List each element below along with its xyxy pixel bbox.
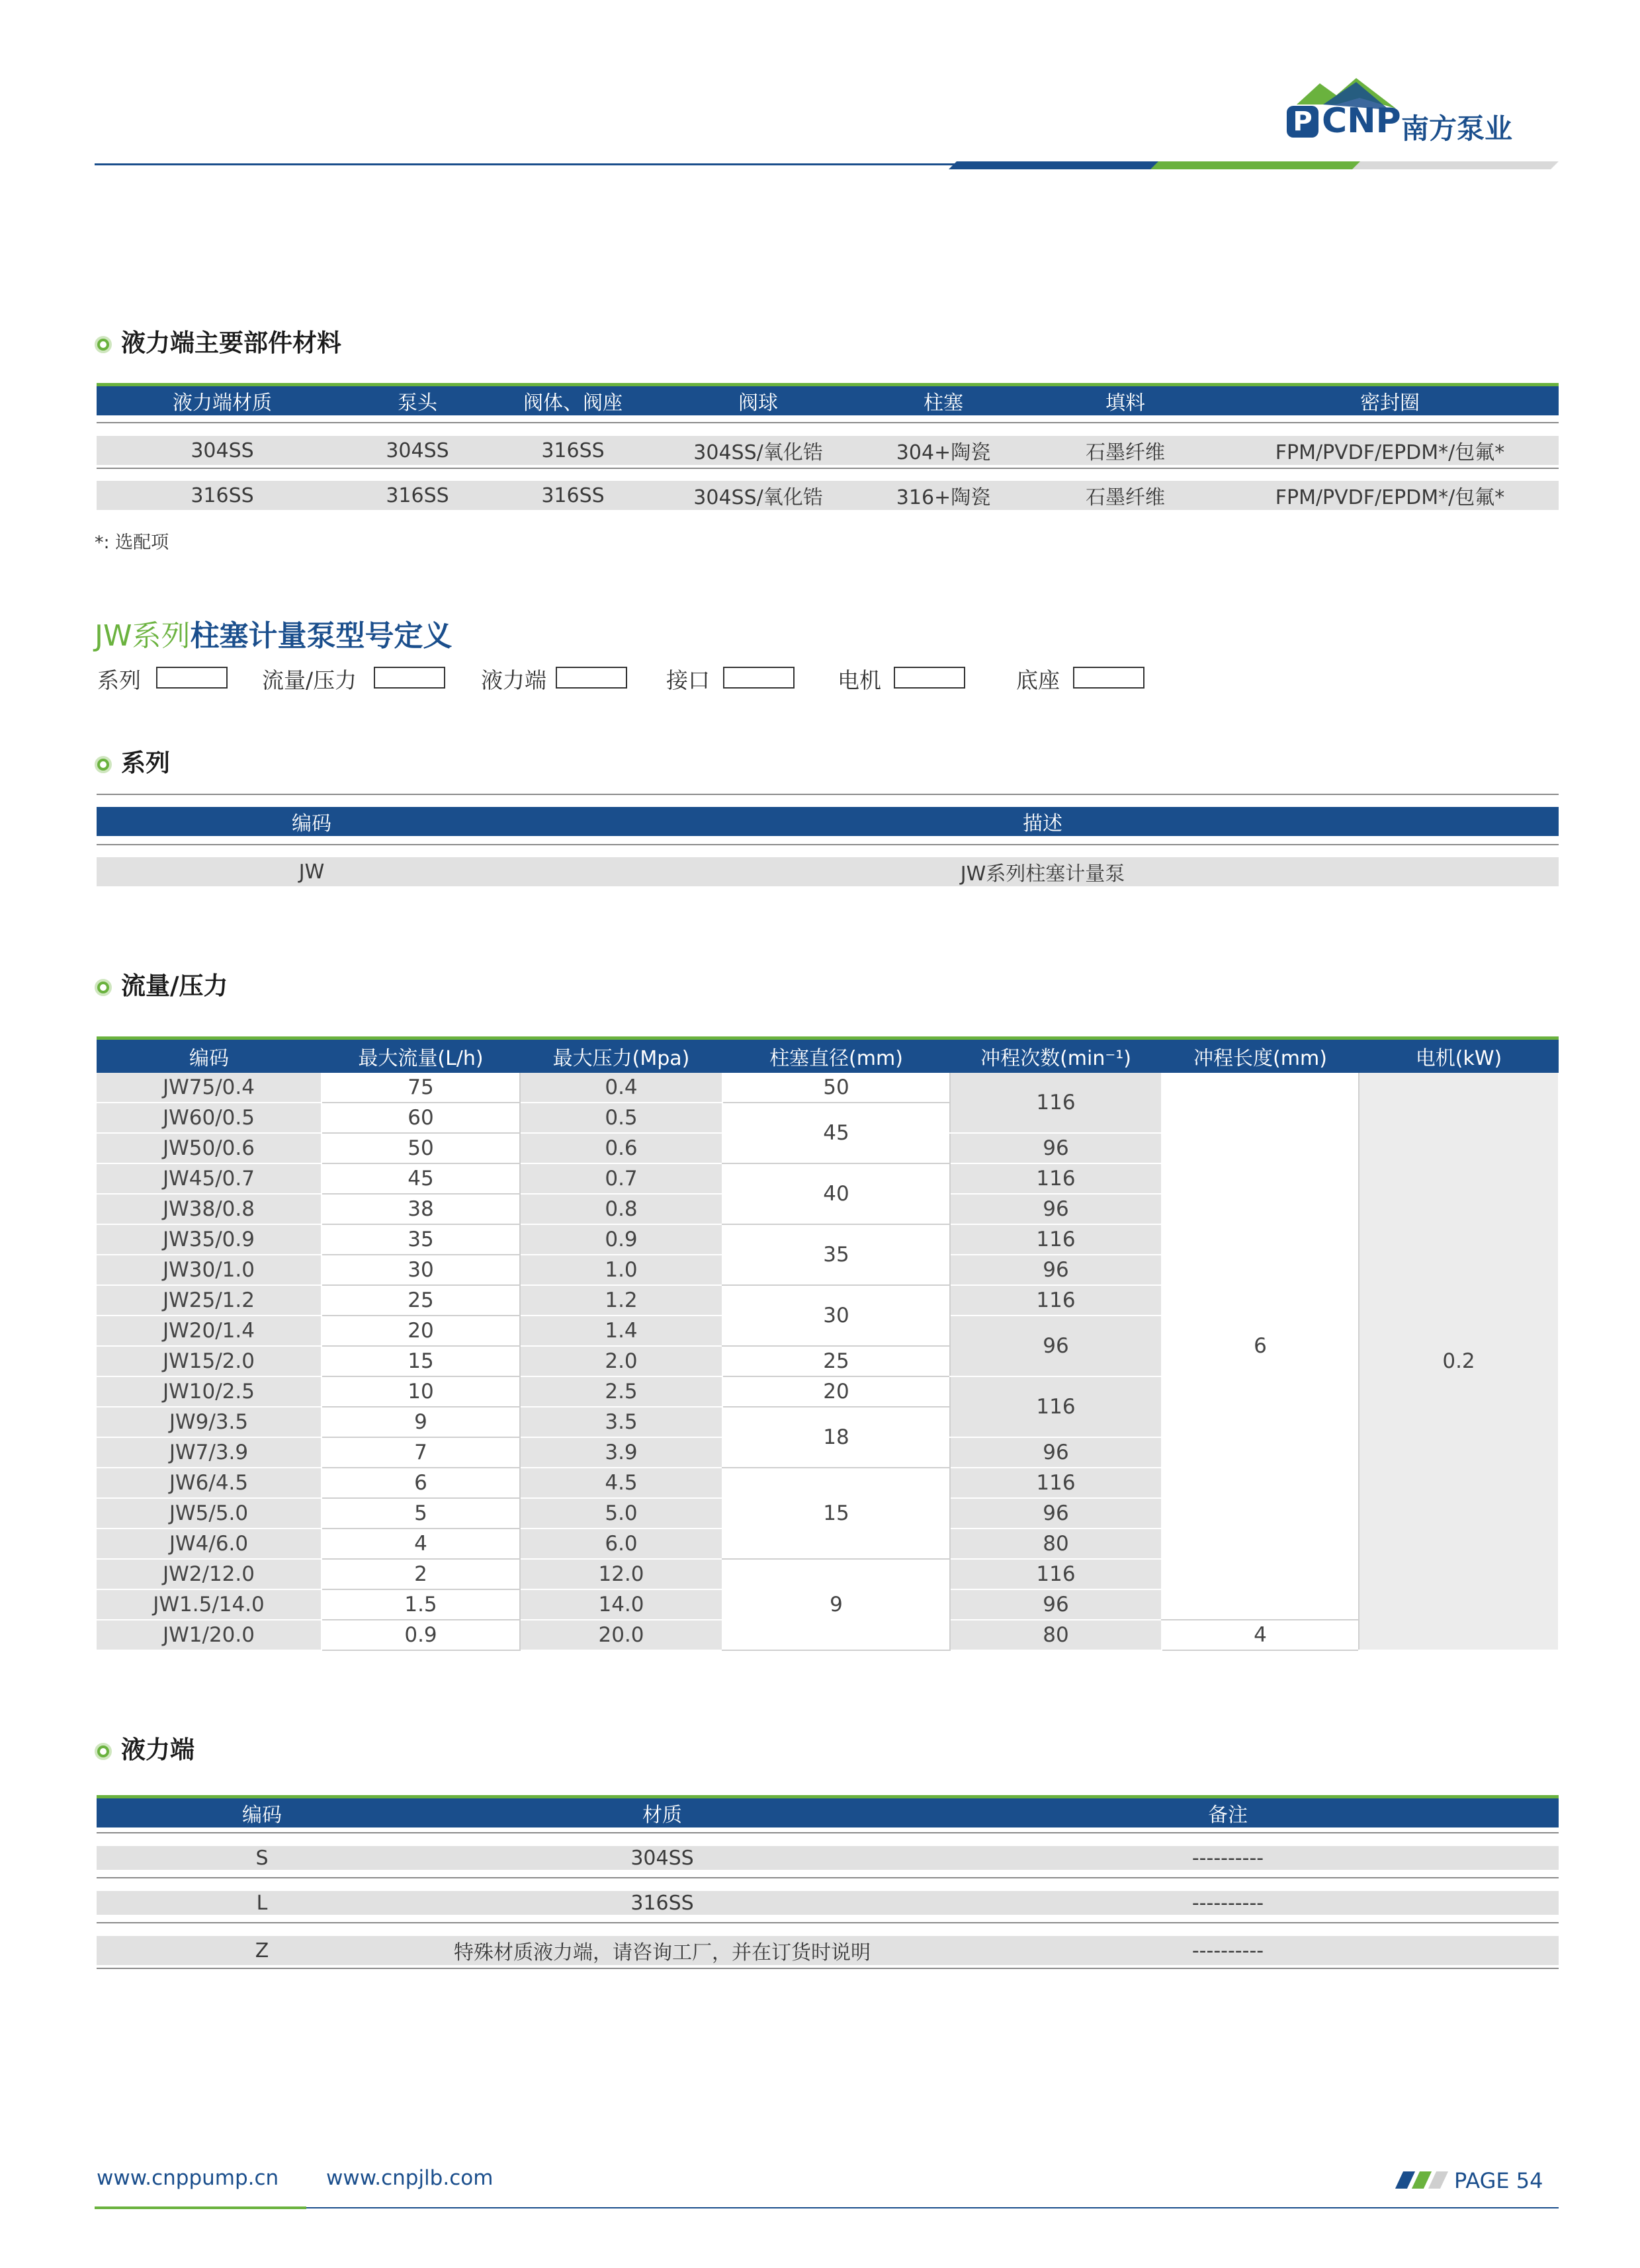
cell-flow: 20 bbox=[322, 1316, 520, 1346]
row-rule bbox=[97, 1832, 1559, 1833]
cell-pressure: 14.0 bbox=[520, 1589, 722, 1620]
cell: ---------- bbox=[1191, 1891, 1264, 1915]
cell-pressure: 20.0 bbox=[520, 1620, 722, 1650]
cell-code: JW7/3.9 bbox=[97, 1437, 322, 1468]
cell-stroke-count: 96 bbox=[950, 1589, 1162, 1620]
cell-code: JW1.5/14.0 bbox=[97, 1589, 322, 1620]
row-rule bbox=[97, 422, 1559, 423]
cell-diameter: 40 bbox=[722, 1163, 950, 1224]
cell-pressure: 1.2 bbox=[520, 1285, 722, 1316]
cell-diameter: 35 bbox=[722, 1224, 950, 1285]
header-stripe-blue bbox=[949, 161, 1162, 169]
cell: Z bbox=[255, 1939, 269, 1962]
table-header-row bbox=[97, 807, 1559, 836]
cell-pressure: 6.0 bbox=[520, 1529, 722, 1559]
cell-code: JW75/0.4 bbox=[97, 1073, 322, 1103]
cell-flow: 0.9 bbox=[322, 1620, 520, 1650]
cell-diameter: 18 bbox=[722, 1407, 950, 1468]
title-rest: 柱塞计量泵型号定义 bbox=[190, 619, 453, 653]
cell-flow: 45 bbox=[322, 1163, 520, 1194]
section-heading-series: 系列 bbox=[95, 743, 170, 778]
cell: 304SS/氧化锆 bbox=[693, 441, 823, 464]
cell: L bbox=[256, 1891, 268, 1915]
materials-row-2 bbox=[97, 481, 1559, 510]
cell-pressure: 0.6 bbox=[520, 1133, 722, 1163]
section-heading-flow: 流量/压力 bbox=[95, 966, 228, 1001]
cell-pressure: 0.8 bbox=[520, 1194, 722, 1224]
series-row bbox=[97, 857, 1559, 886]
cell-code: JW4/6.0 bbox=[97, 1529, 322, 1559]
cell-flow: 50 bbox=[322, 1133, 520, 1163]
cell-flow: 75 bbox=[322, 1073, 520, 1103]
cell-pressure: 5.0 bbox=[520, 1498, 722, 1529]
table-header-row bbox=[97, 1798, 1559, 1827]
cell-pressure: 3.9 bbox=[520, 1437, 722, 1468]
cell-flow: 15 bbox=[322, 1346, 520, 1376]
col-header: 冲程长度(mm) bbox=[1162, 1040, 1359, 1073]
cell-code: JW5/5.0 bbox=[97, 1498, 322, 1529]
cell: JW系列柱塞计量泵 bbox=[960, 862, 1125, 886]
cell-stroke-length: 4 bbox=[1162, 1620, 1359, 1650]
cell-flow: 1.5 bbox=[322, 1589, 520, 1620]
cell: 316SS bbox=[191, 483, 254, 507]
footer-rule-blue bbox=[306, 2207, 1559, 2208]
cell: 304SS bbox=[630, 1846, 694, 1870]
cell-flow: 2 bbox=[322, 1559, 520, 1589]
cell-flow: 30 bbox=[322, 1255, 520, 1285]
flow-pressure-table bbox=[97, 1040, 1559, 1651]
table-header-row bbox=[97, 1040, 1559, 1073]
col-header: 最大流量(L/h) bbox=[322, 1040, 520, 1073]
field-label: 液力端 bbox=[481, 667, 546, 693]
row-rule bbox=[97, 1877, 1559, 1878]
cell-diameter: 25 bbox=[722, 1346, 950, 1376]
cell: 316SS bbox=[541, 483, 605, 507]
col-header: 编码 bbox=[97, 1040, 322, 1073]
cell-stroke-length: 6 bbox=[1162, 1073, 1359, 1620]
cell-code: JW25/1.2 bbox=[97, 1285, 322, 1316]
cell-pressure: 2.5 bbox=[520, 1376, 722, 1407]
hydraulic-row-l bbox=[97, 1891, 1559, 1915]
col-header: 冲程次数(min⁻¹) bbox=[950, 1040, 1162, 1073]
cell-stroke-count: 96 bbox=[950, 1437, 1162, 1468]
col-header: 柱塞直径(mm) bbox=[722, 1040, 950, 1073]
cell-pressure: 0.4 bbox=[520, 1073, 722, 1103]
cell-stroke-count: 80 bbox=[950, 1620, 1162, 1650]
field-box bbox=[894, 667, 965, 689]
col-header: 填料 bbox=[1029, 386, 1221, 415]
cell-pressure: 1.0 bbox=[520, 1255, 722, 1285]
cell-pressure: 3.5 bbox=[520, 1407, 722, 1437]
cell-stroke-count: 96 bbox=[950, 1498, 1162, 1529]
row-rule bbox=[97, 1922, 1559, 1923]
cell-flow: 38 bbox=[322, 1194, 520, 1224]
cell: 304SS/氧化锆 bbox=[693, 486, 823, 509]
col-header: 备注 bbox=[897, 1798, 1559, 1827]
footer-stripe-icon bbox=[1428, 2171, 1448, 2189]
header-rule bbox=[95, 163, 955, 165]
table-row bbox=[97, 1891, 1559, 1915]
table-bottom-rule bbox=[97, 1968, 1559, 1969]
col-header: 编码 bbox=[97, 807, 527, 836]
col-header: 液力端材质 bbox=[97, 386, 348, 415]
cell-code: JW6/4.5 bbox=[97, 1468, 322, 1498]
field-box bbox=[374, 667, 445, 689]
header-stripe-green bbox=[1150, 161, 1363, 169]
cell-pressure: 1.4 bbox=[520, 1316, 722, 1346]
cell: FPM/PVDF/EPDM*/包氟* bbox=[1275, 486, 1505, 509]
title-prefix: JW系列 bbox=[95, 619, 191, 653]
cell-flow: 10 bbox=[322, 1376, 520, 1407]
cell-code: JW10/2.5 bbox=[97, 1376, 322, 1407]
cell: 316SS bbox=[541, 439, 605, 462]
cell-diameter: 9 bbox=[722, 1559, 950, 1650]
cell: 特殊材质液力端，请咨询工厂，并在订货时说明 bbox=[454, 1941, 871, 1964]
cell-flow: 9 bbox=[322, 1407, 520, 1437]
cell: 304+陶瓷 bbox=[896, 441, 991, 464]
field-box bbox=[556, 667, 627, 689]
cell-stroke-count: 116 bbox=[950, 1559, 1162, 1589]
cell-flow: 5 bbox=[322, 1498, 520, 1529]
footnote: *: 选配项 bbox=[95, 532, 169, 553]
cell-diameter: 30 bbox=[722, 1285, 950, 1346]
cell-code: JW50/0.6 bbox=[97, 1133, 322, 1163]
cell-stroke-count: 116 bbox=[950, 1468, 1162, 1498]
footer-link-2[interactable]: www.cnpjlb.com bbox=[326, 2166, 494, 2190]
cell: 石墨纤维 bbox=[1086, 486, 1165, 509]
cell-stroke-count: 80 bbox=[950, 1529, 1162, 1559]
table-row bbox=[97, 1936, 1559, 1965]
cell-flow: 4 bbox=[322, 1529, 520, 1559]
cell-code: JW38/0.8 bbox=[97, 1194, 322, 1224]
cell-diameter: 15 bbox=[722, 1468, 950, 1559]
flow-table-body bbox=[97, 1073, 1559, 1650]
cell-pressure: 2.0 bbox=[520, 1346, 722, 1376]
cell-code: JW60/0.5 bbox=[97, 1103, 322, 1133]
cell: 316SS bbox=[386, 483, 449, 507]
cell-code: JW9/3.5 bbox=[97, 1407, 322, 1437]
cell: S bbox=[255, 1846, 269, 1870]
cell-pressure: 12.0 bbox=[520, 1559, 722, 1589]
cell-flow: 60 bbox=[322, 1103, 520, 1133]
footer-rule-green bbox=[95, 2206, 306, 2209]
page-number: PAGE 54 bbox=[1454, 2168, 1543, 2193]
cell-code: JW20/1.4 bbox=[97, 1316, 322, 1346]
cell-code: JW45/0.7 bbox=[97, 1163, 322, 1194]
table-row bbox=[97, 436, 1559, 465]
cell-stroke-count: 116 bbox=[950, 1224, 1162, 1255]
cell: 304SS bbox=[386, 439, 449, 462]
field-label: 底座 bbox=[1016, 667, 1060, 693]
field-box bbox=[156, 667, 228, 689]
bullet-icon bbox=[95, 979, 112, 996]
section-heading-materials: 液力端主要部件材料 bbox=[95, 323, 341, 358]
hydraulic-row-s bbox=[97, 1846, 1559, 1870]
hydraulic-table bbox=[97, 1798, 1559, 1827]
cell: JW bbox=[298, 860, 325, 884]
bullet-icon bbox=[95, 336, 112, 353]
col-header: 电机(kW) bbox=[1359, 1040, 1559, 1073]
col-header: 阀球 bbox=[659, 386, 857, 415]
cell-flow: 35 bbox=[322, 1224, 520, 1255]
section-heading-hydraulic: 液力端 bbox=[95, 1730, 194, 1765]
col-header: 描述 bbox=[527, 807, 1559, 836]
cell-diameter: 20 bbox=[722, 1376, 950, 1407]
cell-pressure: 4.5 bbox=[520, 1468, 722, 1498]
row-rule bbox=[97, 468, 1559, 469]
cell-stroke-count: 96 bbox=[950, 1133, 1162, 1163]
cell-stroke-count: 116 bbox=[950, 1285, 1162, 1316]
cell: ---------- bbox=[1191, 1939, 1264, 1962]
materials-row-1 bbox=[97, 436, 1559, 465]
logo-mark-icon: P bbox=[1287, 106, 1318, 138]
header-stripe-gray bbox=[1352, 161, 1559, 169]
cell-flow: 6 bbox=[322, 1468, 520, 1498]
model-definition-title bbox=[95, 612, 452, 654]
table-row bbox=[97, 481, 1559, 510]
cell-stroke-count: 116 bbox=[950, 1073, 1162, 1133]
field-box bbox=[1073, 667, 1144, 689]
cell: FPM/PVDF/EPDM*/包氟* bbox=[1275, 441, 1505, 464]
field-box bbox=[723, 667, 795, 689]
cell-diameter: 50 bbox=[722, 1073, 950, 1103]
cell-pressure: 0.5 bbox=[520, 1103, 722, 1133]
logo-company-name: 南方泵业 bbox=[1401, 112, 1513, 145]
cell-code: JW35/0.9 bbox=[97, 1224, 322, 1255]
cell-pressure: 0.7 bbox=[520, 1163, 722, 1194]
table-row bbox=[97, 1846, 1559, 1870]
table-top-rule bbox=[97, 794, 1559, 795]
cell-flow: 25 bbox=[322, 1285, 520, 1316]
field-label: 电机 bbox=[838, 667, 881, 693]
logo-cnp: CNP bbox=[1322, 101, 1401, 141]
cell-stroke-count: 116 bbox=[950, 1163, 1162, 1194]
col-header: 最大压力(Mpa) bbox=[520, 1040, 722, 1073]
cell-stroke-count: 96 bbox=[950, 1194, 1162, 1224]
bullet-icon bbox=[95, 1743, 112, 1760]
series-table bbox=[97, 807, 1559, 836]
row-rule bbox=[97, 844, 1559, 845]
col-header: 材质 bbox=[427, 1798, 897, 1827]
hydraulic-row-z bbox=[97, 1936, 1559, 1965]
cell-flow: 7 bbox=[322, 1437, 520, 1468]
col-header: 阀体、阀座 bbox=[487, 386, 659, 415]
table-row bbox=[97, 857, 1559, 886]
table-row bbox=[97, 1073, 1559, 1103]
cell: 304SS bbox=[191, 439, 254, 462]
cell-pressure: 0.9 bbox=[520, 1224, 722, 1255]
col-header: 泵头 bbox=[348, 386, 487, 415]
cell-stroke-count: 116 bbox=[950, 1376, 1162, 1437]
col-header: 柱塞 bbox=[857, 386, 1029, 415]
cell: 316+陶瓷 bbox=[896, 486, 991, 509]
cell-motor: 0.2 bbox=[1359, 1073, 1559, 1650]
bullet-icon bbox=[95, 756, 112, 773]
cell-code: JW30/1.0 bbox=[97, 1255, 322, 1285]
field-label: 流量/压力 bbox=[262, 667, 357, 693]
cell-code: JW2/12.0 bbox=[97, 1559, 322, 1589]
cell-code: JW15/2.0 bbox=[97, 1346, 322, 1376]
materials-table bbox=[97, 386, 1559, 415]
cell-code: JW1/20.0 bbox=[97, 1620, 322, 1650]
cell: ---------- bbox=[1191, 1846, 1264, 1870]
col-header: 编码 bbox=[97, 1798, 427, 1827]
cell: 石墨纤维 bbox=[1086, 441, 1165, 464]
table-header-row bbox=[97, 386, 1559, 415]
field-label: 系列 bbox=[97, 667, 141, 693]
col-header: 密封圈 bbox=[1221, 386, 1559, 415]
cell-stroke-count: 96 bbox=[950, 1316, 1162, 1376]
field-label: 接口 bbox=[666, 667, 710, 693]
cell: 316SS bbox=[630, 1891, 694, 1915]
footer-link-1[interactable]: www.cnppump.cn bbox=[97, 2166, 279, 2190]
cell-stroke-count: 96 bbox=[950, 1255, 1162, 1285]
cell-diameter: 45 bbox=[722, 1103, 950, 1163]
